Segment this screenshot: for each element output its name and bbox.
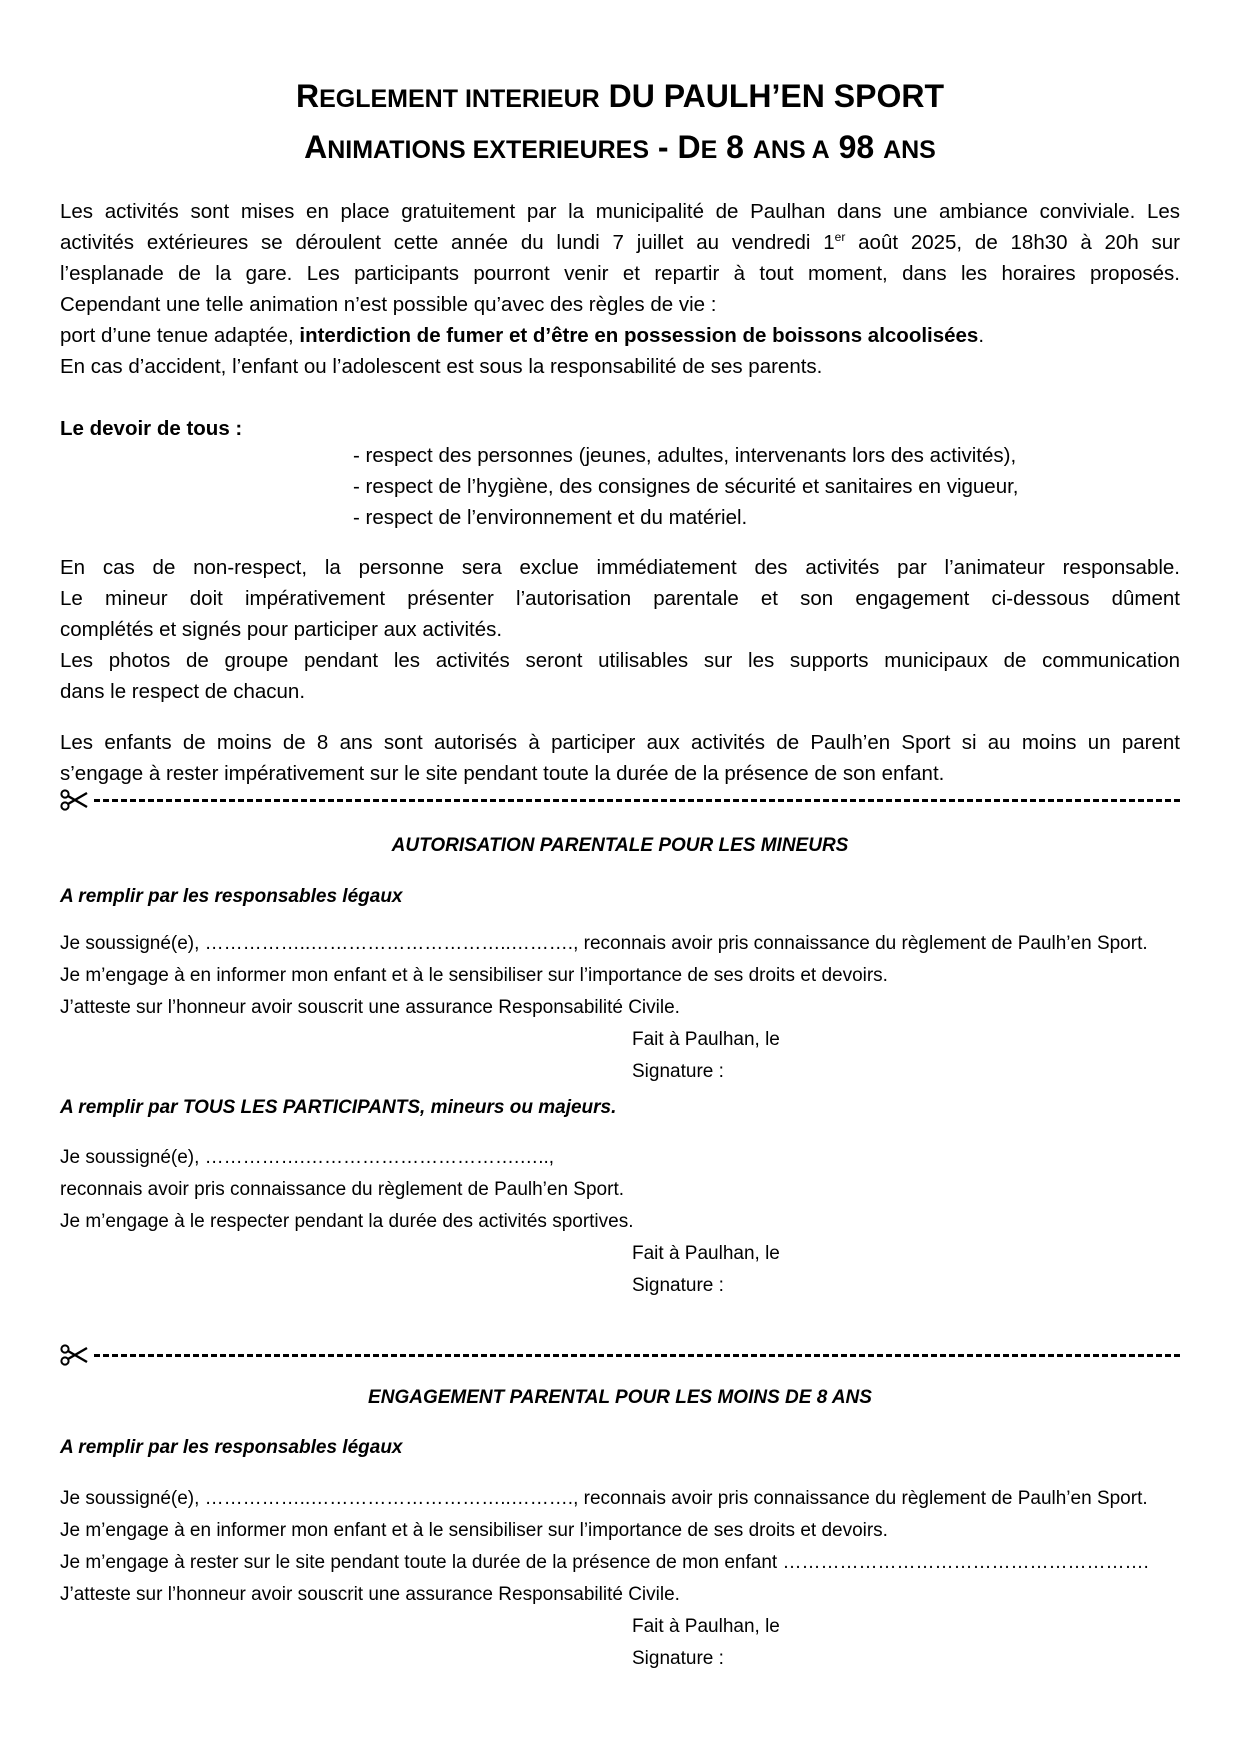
form-line: Je soussigné(e), ……………..…………………………..………., reconnais avoir pris connaissance du règlement de Paulh’en Sport. bbox=[60, 933, 1148, 954]
intro-line: l’esplanade de la gare. Les participants pourront venir et repartir à tout moment, dans les horaires proposés. bbox=[60, 262, 1180, 285]
subtitle-ans: ANS bbox=[883, 136, 936, 164]
subtitle-dash: - D bbox=[657, 129, 701, 165]
rules-line: En cas de non-respect, la personne sera exclue immédiatement des activités par l’animateur responsable. bbox=[60, 556, 1180, 579]
place-date-label: Fait à Paulhan, le bbox=[632, 1029, 780, 1050]
intro-superscript: er bbox=[834, 230, 846, 245]
cut-line bbox=[60, 1342, 1180, 1368]
intro-line: Les activités sont mises en place gratuitement par la municipalité de Paulhan dans une ambiance conviviale. Les bbox=[60, 200, 1180, 223]
under-eight-paragraph bbox=[60, 727, 1180, 789]
signature-label: Signature : bbox=[632, 1275, 724, 1296]
section-subtitle: A remplir par TOUS LES PARTICIPANTS, mineurs ou majeurs. bbox=[60, 1097, 617, 1118]
form-line: Je m’engage à en informer mon enfant et à le sensibiliser sur l’importance de ses droits et devoirs. bbox=[60, 1520, 888, 1541]
rules-line: Le mineur doit impérativement présenter l’autorisation parentale et son engagement ci-dessous dûment bbox=[60, 587, 1180, 610]
intro-line: Cependant une telle animation n’est possible qu’avec des règles de vie : bbox=[60, 293, 717, 316]
intro-line bbox=[60, 320, 1180, 351]
form-line: reconnais avoir pris connaissance du règlement de Paulh’en Sport. bbox=[60, 1179, 624, 1200]
subtitle-de: E bbox=[700, 136, 718, 164]
signature-label: Signature : bbox=[632, 1648, 724, 1669]
dashed-separator bbox=[94, 799, 1180, 802]
devoir-heading: Le devoir de tous : bbox=[60, 417, 243, 440]
subtitle-initial: A bbox=[304, 129, 328, 165]
form-line: Je soussigné(e), …………….…………………………….….., bbox=[60, 1147, 555, 1168]
intro-text: . bbox=[978, 324, 985, 347]
place-date-label: Fait à Paulhan, le bbox=[632, 1243, 780, 1264]
intro-text: août 2025, de 18h30 à 20h sur bbox=[845, 231, 1180, 254]
form-line: Je soussigné(e), ……………..…………………………..………., reconnais avoir pris connaissance du règlement de Paulh’en Sport. bbox=[60, 1488, 1148, 1509]
form-line: J’atteste sur l’honneur avoir souscrit une assurance Responsabilité Civile. bbox=[60, 1584, 680, 1605]
page-subtitle bbox=[0, 129, 1240, 166]
under-eight-line: Les enfants de moins de 8 ans sont autorisés à participer aux activités de Paulh’en Sport si au moins un parent bbox=[60, 731, 1180, 754]
form-line: Je m’engage à en informer mon enfant et à le sensibiliser sur l’importance de ses droits et devoirs. bbox=[60, 965, 888, 986]
form-line: Je m’engage à rester sur le site pendant toute la durée de la présence de mon enfant …………………………………………………. bbox=[60, 1552, 1149, 1573]
intro-bold-rule: interdiction de fumer et d’être en possession de boissons alcoolisées bbox=[299, 324, 979, 347]
signature-block bbox=[632, 1024, 780, 1088]
rules-line: dans le respect de chacun. bbox=[60, 680, 306, 703]
section-title-authorization: AUTORISATION PARENTALE POUR LES MINEURS bbox=[391, 835, 849, 856]
scissors-icon bbox=[60, 1344, 88, 1366]
cut-line bbox=[60, 787, 1180, 813]
intro-line bbox=[60, 227, 1180, 258]
intro-line: En cas d’accident, l’enfant ou l’adolescent est sous la responsabilité de ses parents. bbox=[60, 355, 823, 378]
under-eight-line: s’engage à rester impérativement sur le site pendant toute la durée de la présence de son enfant. bbox=[60, 762, 945, 785]
intro-text: activités extérieures se déroulent cette année du lundi 7 juillet au vendredi 1 bbox=[60, 231, 835, 254]
form-line: J’atteste sur l’honneur avoir souscrit une assurance Responsabilité Civile. bbox=[60, 997, 680, 1018]
devoir-item: - respect de l’hygiène, des consignes de sécurité et sanitaires en vigueur, bbox=[353, 475, 1019, 498]
rules-line: Les photos de groupe pendant les activités seront utilisables sur les supports municipaux de communication bbox=[60, 649, 1180, 672]
devoir-item: - respect des personnes (jeunes, adultes, intervenants lors des activités), bbox=[353, 444, 1017, 467]
intro-text: port d’une tenue adaptée, bbox=[60, 324, 300, 347]
subtitle-smallcaps: NIMATIONS EXTERIEURES bbox=[327, 136, 650, 164]
title-initial: R bbox=[296, 78, 320, 114]
dashed-separator bbox=[94, 1354, 1180, 1357]
subtitle-min-age: 8 bbox=[726, 129, 744, 165]
signature-block bbox=[632, 1611, 780, 1675]
title-club-name: DU PAULH’EN SPORT bbox=[608, 78, 944, 114]
subtitle-max-age: 98 bbox=[838, 129, 875, 165]
page-title bbox=[0, 78, 1240, 115]
scissors-icon bbox=[60, 789, 88, 811]
section-subtitle: A remplir par les responsables légaux bbox=[60, 1437, 403, 1458]
form-line: Je m’engage à le respecter pendant la durée des activités sportives. bbox=[60, 1211, 634, 1232]
subtitle-ans-a: ANS A bbox=[752, 136, 830, 164]
section-title-engagement: ENGAGEMENT PARENTAL POUR LES MOINS DE 8 ANS bbox=[368, 1387, 872, 1408]
rules-line: complétés et signés pour participer aux activités. bbox=[60, 618, 503, 641]
devoir-item: - respect de l’environnement et du matériel. bbox=[353, 506, 748, 529]
participant-form bbox=[60, 1142, 634, 1238]
rules-paragraph bbox=[60, 552, 1180, 707]
section-subtitle: A remplir par les responsables légaux bbox=[60, 886, 403, 907]
signature-label: Signature : bbox=[632, 1061, 724, 1082]
authorization-form bbox=[60, 928, 1148, 1024]
engagement-form bbox=[60, 1483, 1149, 1611]
devoir-list bbox=[353, 440, 1019, 533]
intro-paragraph bbox=[60, 196, 1180, 382]
signature-block bbox=[632, 1238, 780, 1302]
title-smallcaps: EGLEMENT INTERIEUR bbox=[319, 85, 600, 113]
place-date-label: Fait à Paulhan, le bbox=[632, 1616, 780, 1637]
